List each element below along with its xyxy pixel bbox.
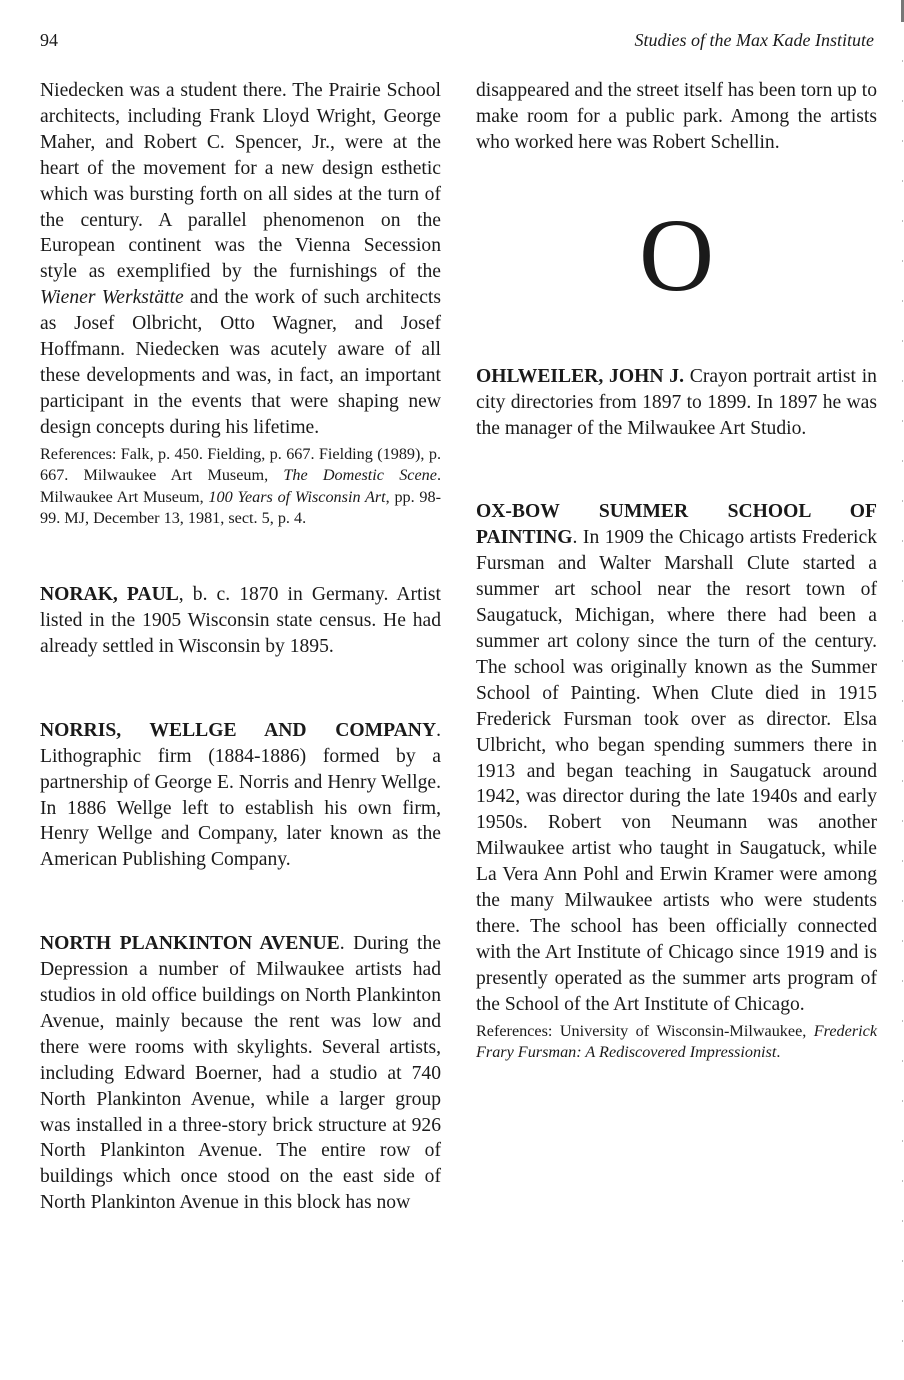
- oxbow-refs-italic: Frederick Frary Fursman: A Rediscovered Impressionist: [476, 1021, 877, 1062]
- right-column: [476, 78, 877, 1064]
- page-number: 94: [40, 30, 58, 50]
- refs-text: References: Falk, p. 450. Fielding, p. 667. Fielding (1989), p. 667. Milwaukee Art Museum,: [40, 444, 441, 485]
- refs-italic-2: 100 Years of Wisconsin Art: [208, 487, 386, 506]
- entry-title-oxbow: OX-BOW SUMMER SCHOOL OF PAINTING: [476, 501, 877, 549]
- entry-ohlweiler: [476, 364, 877, 442]
- oxbow-references: [476, 1021, 877, 1064]
- entry-oxbow: [476, 499, 877, 1017]
- plankinton-continuation: disappeared and the street itself has been torn up to make room for a public park. Among the artists who worked here was Robert Schellin.: [476, 80, 877, 153]
- running-title: Studies of the Max Kade Institute: [634, 30, 874, 50]
- entry-text-norris: . Lithographic firm (1884-1886) formed by a partnership of George E. Norris and Henry Wellge. In 1886 Wellge left to establish his own firm, Henry Wellge and Company, later known as the American Publishing Company.: [40, 719, 441, 871]
- entry-text-plankinton: . During the Depression a number of Milwaukee artists had studios in old office buildings on North Plankinton Avenue, mainly because the rent was low and there were rooms with skylights. Several artists, including Edward Boerner, had a studio at 740 North Plankinton Avenue, while a larger group was installed in a three-story brick structure at 926 North Plankinton Avenue. The entire row of buildings which once stood on the east side of North Plankinton Avenue in this block has now: [40, 933, 441, 1214]
- entry-title-norris: NORRIS, WELLGE AND COMPANY: [40, 719, 437, 741]
- section-letter: O: [638, 197, 715, 313]
- niedecken-references: [40, 444, 441, 530]
- entry-title-ohlweiler: OHLWEILER, JOHN J.: [476, 365, 684, 387]
- entry-title-norak: NORAK, PAUL: [40, 584, 179, 606]
- intro-text: Niedecken was a student there. The Prairie School architects, including Frank Lloyd Wright, George Maher, and Robert C. Spencer, Jr., were at the heart of the movement for a new design esthetic which was bursting forth on all sides at the turn of the century. A parallel phenomenon on the European continent was the Vienna Secession style as exemplified by the furnishings of the: [40, 80, 441, 283]
- intro-text-2: and the work of such architects as Josef Olbricht, Otto Wagner, and Josef Hoffmann. Niedecken was acutely aware of all these developments and was, in fact, an important participant in the events that were shaping new design concepts during his lifetime.: [40, 287, 441, 438]
- entry-text-ohlweiler: Crayon portrait artist in city directories from 1897 to 1899. In 1897 he was the manager of the Milwaukee Art Studio.: [476, 365, 877, 439]
- page-header: [40, 30, 874, 56]
- refs-text-3: , pp. 98-99. MJ, December 13, 1981, sect. 5, p. 4.: [40, 487, 441, 528]
- entry-text-oxbow: . In 1909 the Chicago artists Frederick Fursman and Walter Marshall Clute started a summer art school near the resort town of Saugatuck, Michigan, where there had been a summer art colony since the turn of the century. The school was originally known as the Summer School of Painting. When Clute died in 1915 Frederick Fursman took over as director. Elsa Ulbricht, who began spending summers there in 1913 and began teaching in Saugatuck around 1942, was director during the late 1940s and early 1950s. Robert von Neumann was another Milwaukee artist who taught in Saugatuck, while La Vera Ann Pohl and Erwin Kramer were among the many Milwaukee artists who were students there. The school has been officially connected with the Art Institute of Chicago since 1919 and is presently operated as the summer arts program of the School of the Art Institute of Chicago.: [476, 527, 877, 1015]
- refs-text-2: . Milwaukee Art Museum,: [40, 466, 441, 506]
- intro-italic: Wiener Werkstätte: [40, 287, 184, 309]
- entry-text-norak: , b. c. 1870 in Germany. Artist listed in the 1905 Wisconsin state census. He had already settled in Wisconsin by 1895.: [40, 584, 441, 657]
- entry-norris: [40, 718, 441, 873]
- niedecken-continuation: [40, 78, 441, 441]
- entry-north-plankinton: [40, 931, 441, 1216]
- oxbow-refs-text-2: .: [776, 1043, 781, 1062]
- left-column: [40, 78, 441, 1216]
- refs-italic: The Domestic Scene: [283, 466, 437, 485]
- scan-edge-dots: [902, 60, 903, 1360]
- oxbow-refs-text: References: University of Wisconsin-Milwaukee,: [476, 1021, 814, 1040]
- entry-norak: [40, 582, 441, 660]
- entry-title-plankinton: NORTH PLANKINTON AVENUE: [40, 933, 340, 955]
